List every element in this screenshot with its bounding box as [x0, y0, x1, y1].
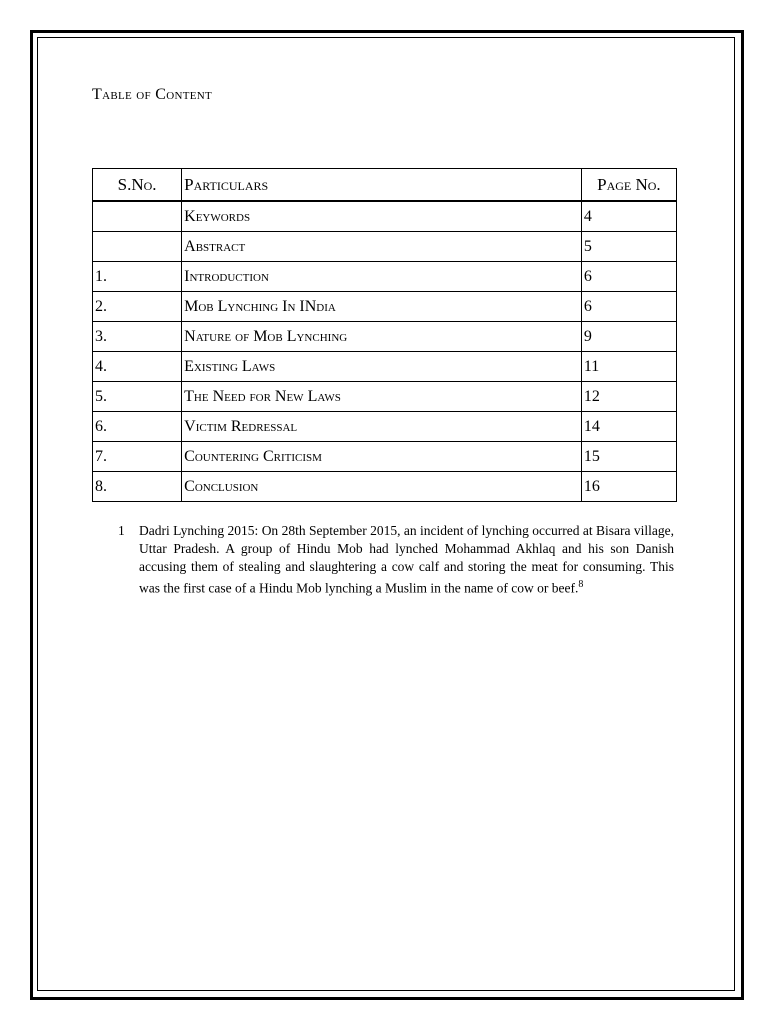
toc-page-cell: 4 [581, 201, 676, 232]
header-particulars: Particulars [182, 169, 582, 202]
toc-row [93, 232, 677, 262]
toc-title-cell: The Need for New Laws [182, 382, 582, 412]
footnote-superscript: 8 [578, 579, 584, 590]
toc-sno-cell: 4. [93, 352, 182, 382]
footnote-number: 1 [118, 523, 125, 538]
toc-sno-cell: 7. [93, 442, 182, 472]
toc-sno-cell [93, 201, 182, 232]
toc-row [93, 262, 677, 292]
toc-table [92, 168, 677, 502]
toc-page-cell: 6 [581, 292, 676, 322]
toc-page-cell: 14 [581, 412, 676, 442]
toc-row [93, 322, 677, 352]
toc-page-cell: 9 [581, 322, 676, 352]
header-page: Page No. [581, 169, 676, 202]
toc-row [93, 201, 677, 232]
toc-title-cell: Countering Criticism [182, 442, 582, 472]
toc-sno-cell: 3. [93, 322, 182, 352]
toc-page-cell: 11 [581, 352, 676, 382]
footnote-text: Dadri Lynching 2015: On 28th September 2015, an incident of lynching occurred at Bisara village, Uttar Pradesh. A group of Hindu Mob had lynched Mohammad Akhlaq and his son Danish accusing them of stealing and slaughtering a cow calf and storing the meat for consuming. This was the first case of a Hindu Mob lynching a Muslim in the name of cow or beef. [139, 523, 674, 596]
toc-body [93, 201, 677, 502]
toc-sno-cell: 6. [93, 412, 182, 442]
toc-title-cell: Keywords [182, 201, 582, 232]
toc-page-cell: 5 [581, 232, 676, 262]
toc-page-cell: 6 [581, 262, 676, 292]
toc-row [93, 352, 677, 382]
toc-title-cell: Introduction [182, 262, 582, 292]
toc-title-cell: Existing Laws [182, 352, 582, 382]
toc-row [93, 412, 677, 442]
toc-title-cell: Abstract [182, 232, 582, 262]
toc-title-cell: Nature of Mob Lynching [182, 322, 582, 352]
toc-page-cell: 15 [581, 442, 676, 472]
toc-title-cell: Mob Lynching In INdia [182, 292, 582, 322]
toc-sno-cell: 5. [93, 382, 182, 412]
footnote [118, 522, 674, 598]
toc-title-cell: Victim Redressal [182, 412, 582, 442]
toc-row [93, 442, 677, 472]
toc-row [93, 382, 677, 412]
toc-sno-cell [93, 232, 182, 262]
toc-page-cell: 12 [581, 382, 676, 412]
page-title: Table of Content [92, 86, 213, 103]
toc-header-row [93, 169, 677, 202]
toc-sno-cell: 8. [93, 472, 182, 502]
toc-sno-cell: 1. [93, 262, 182, 292]
toc-sno-cell: 2. [93, 292, 182, 322]
toc-page-cell: 16 [581, 472, 676, 502]
toc-row [93, 292, 677, 322]
footnote-text-block [139, 522, 674, 598]
toc-title-cell: Conclusion [182, 472, 582, 502]
header-sno: S.No. [93, 169, 182, 202]
toc-row [93, 472, 677, 502]
